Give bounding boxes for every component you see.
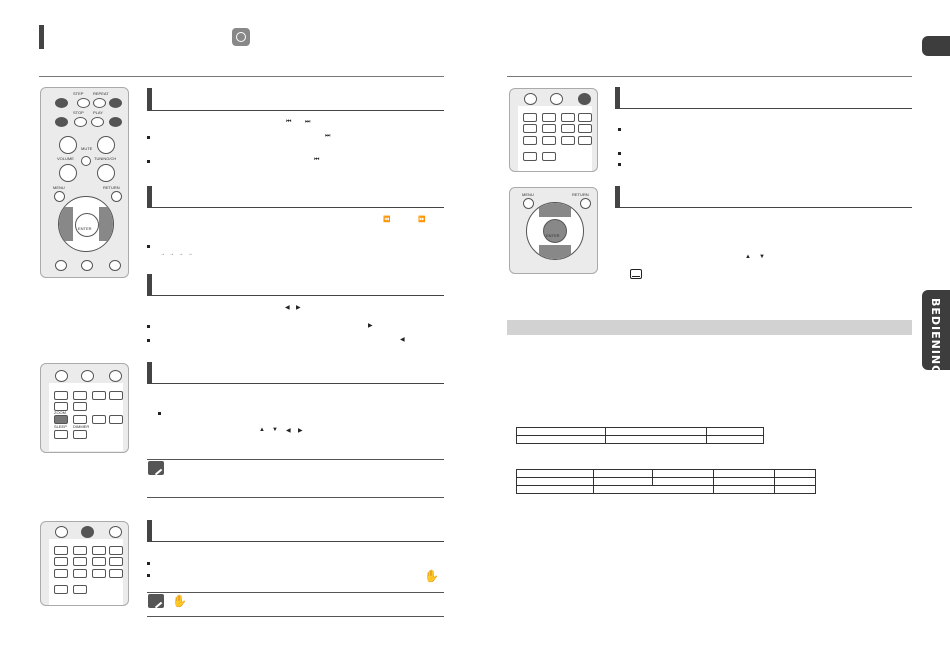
section-bar-4 xyxy=(147,362,152,384)
menu-button[interactable] xyxy=(523,198,534,209)
sound-edit-button[interactable] xyxy=(109,260,121,271)
bullet xyxy=(147,339,150,342)
remote-key[interactable] xyxy=(73,557,87,566)
dimmer-button[interactable] xyxy=(542,152,556,161)
section-header-bar xyxy=(507,320,912,335)
remote-volume-label: VOLUME xyxy=(57,156,74,161)
dpad-down[interactable] xyxy=(539,245,571,259)
remote-menu-label: MENU xyxy=(522,192,534,197)
table-row xyxy=(517,478,816,486)
info-button[interactable] xyxy=(524,93,537,105)
section-rule-2 xyxy=(147,207,444,208)
header-rule-left xyxy=(39,76,444,77)
tuning-down-button[interactable] xyxy=(97,164,115,182)
section-rule-3 xyxy=(147,295,444,296)
audio-button[interactable] xyxy=(550,93,563,105)
section-bar-r2 xyxy=(615,186,620,208)
audio-button[interactable] xyxy=(81,526,94,538)
remote-key[interactable] xyxy=(73,569,87,578)
dimmer-button[interactable] xyxy=(73,430,87,439)
remote-key[interactable] xyxy=(92,391,106,400)
bullet xyxy=(158,412,161,415)
section-bar-5 xyxy=(147,520,152,542)
remote-mute-label: MUTE xyxy=(81,146,93,151)
remote-key[interactable] xyxy=(561,113,575,122)
audio-button[interactable] xyxy=(81,370,94,382)
remote-key[interactable] xyxy=(54,546,68,555)
section-bar-3 xyxy=(147,274,152,296)
table-row xyxy=(517,486,816,494)
side-tab-label: BEDIENING xyxy=(929,298,942,376)
remote-enter-label: ENTER xyxy=(78,226,92,231)
play-button[interactable] xyxy=(91,117,104,127)
skip-forward-icon: ⏭ xyxy=(325,133,331,139)
remote-repeat-label: REPEAT xyxy=(93,91,109,96)
left-arrow-icon: ◀ xyxy=(286,428,291,434)
bullet xyxy=(618,152,621,155)
remote-key[interactable] xyxy=(523,136,537,145)
right-arrow-icon: ▶ xyxy=(298,428,303,434)
table-1 xyxy=(516,427,764,444)
dpad[interactable] xyxy=(58,196,114,252)
bullet xyxy=(147,574,150,577)
table-2 xyxy=(516,469,816,494)
remote-control-main xyxy=(40,87,129,278)
section-bar-2 xyxy=(147,186,152,208)
speed-sequence: → → → → xyxy=(160,251,193,257)
rewind-icon: ⏪ xyxy=(383,217,391,223)
dimmer-button[interactable] xyxy=(73,585,87,594)
left-arrow-icon: ◀ xyxy=(285,305,290,311)
audio-button[interactable] xyxy=(81,260,93,271)
remote-key[interactable] xyxy=(54,391,68,400)
header-icon xyxy=(232,28,250,46)
bullet xyxy=(147,325,150,328)
sleep-button[interactable] xyxy=(54,430,68,439)
section-rule-4 xyxy=(147,383,444,384)
hand-icon: ✋ xyxy=(424,569,439,583)
dpad-up[interactable] xyxy=(539,203,571,217)
bullet xyxy=(147,245,150,248)
skip-back-icon: ⏮ xyxy=(286,119,292,125)
header-bar xyxy=(39,25,44,49)
remote-key[interactable] xyxy=(92,546,106,555)
fast-forward-button[interactable] xyxy=(109,117,122,127)
remote-key[interactable] xyxy=(542,113,556,122)
section-bar-1 xyxy=(147,88,152,110)
fast-forward-icon: ⏩ xyxy=(418,217,426,223)
remote-key[interactable] xyxy=(109,569,123,578)
remote-menu-label: MENU xyxy=(53,185,65,190)
note-rule-top xyxy=(147,459,444,460)
skip-forward-button[interactable] xyxy=(109,98,122,108)
left-arrow-icon: ◀ xyxy=(400,337,405,343)
section-rule-5 xyxy=(147,541,444,542)
section-rule-r1 xyxy=(615,108,912,109)
remote-step-label: STEP xyxy=(73,91,84,96)
up-arrow-icon: ▲ xyxy=(745,254,751,260)
header-rule-right xyxy=(507,76,912,77)
table-row xyxy=(517,436,764,444)
info-button[interactable] xyxy=(55,526,68,538)
bullet xyxy=(618,163,621,166)
sleep-button[interactable] xyxy=(54,585,68,594)
remote-dimmer-label: DIMMER xyxy=(73,424,90,429)
side-tab xyxy=(922,290,950,376)
subtitle-icon xyxy=(630,269,642,279)
remote-key[interactable] xyxy=(542,124,556,133)
stop-button[interactable] xyxy=(74,117,87,127)
rewind-button[interactable] xyxy=(55,117,68,127)
hand-icon: ✋ xyxy=(172,594,187,608)
sound-edit-button[interactable] xyxy=(109,370,122,382)
return-button[interactable] xyxy=(111,191,122,202)
enter-button[interactable] xyxy=(75,213,99,237)
dpad-left[interactable] xyxy=(59,207,73,241)
remote-key[interactable] xyxy=(54,569,68,578)
volume-down-button[interactable] xyxy=(59,164,77,182)
down-arrow-icon: ▼ xyxy=(272,427,278,433)
note-rule-bottom xyxy=(147,497,444,498)
note-rule-top-2 xyxy=(147,592,444,593)
bullet xyxy=(147,562,150,565)
remote-key[interactable] xyxy=(523,124,537,133)
remote-key[interactable] xyxy=(561,124,575,133)
remote-key[interactable] xyxy=(73,402,87,411)
remote-control-audio xyxy=(40,521,129,606)
info-button[interactable] xyxy=(55,260,67,271)
right-arrow-icon: ▶ xyxy=(368,323,373,329)
remote-enter-label: ENTER xyxy=(546,233,560,238)
remote-key[interactable] xyxy=(523,113,537,122)
section-rule-1 xyxy=(147,110,444,111)
enter-button[interactable] xyxy=(543,219,567,243)
table-row xyxy=(517,470,816,478)
section-rule-r2 xyxy=(615,207,912,208)
remote-key[interactable] xyxy=(542,136,556,145)
table-row xyxy=(517,428,764,436)
sound-edit-button[interactable] xyxy=(109,526,122,538)
bullet xyxy=(147,160,150,163)
remote-key[interactable] xyxy=(92,415,106,424)
remote-key[interactable] xyxy=(92,557,106,566)
tuning-up-button[interactable] xyxy=(97,136,115,154)
remote-key[interactable] xyxy=(73,415,87,424)
remote-key[interactable] xyxy=(73,391,87,400)
info-button[interactable] xyxy=(55,370,68,382)
remote-tuning-label: TUNING/CH xyxy=(94,156,117,161)
sound-edit-button[interactable] xyxy=(578,93,591,105)
remote-control-zoom xyxy=(40,363,129,453)
sleep-button[interactable] xyxy=(523,152,537,161)
step-button[interactable] xyxy=(77,98,90,108)
remote-control-sound-edit xyxy=(509,88,598,172)
remote-key[interactable] xyxy=(54,557,68,566)
skip-back-icon: ⏮ xyxy=(314,157,320,163)
remote-key[interactable] xyxy=(109,546,123,555)
remote-stop-label: STOP xyxy=(73,110,84,115)
remote-return-label: RETURN xyxy=(103,185,120,190)
remote-key[interactable] xyxy=(73,546,87,555)
section-bar-r1 xyxy=(615,87,620,109)
down-arrow-icon: ▼ xyxy=(759,254,765,260)
note-icon xyxy=(148,461,164,475)
note-rule-bottom-2 xyxy=(147,616,444,617)
skip-back-button[interactable] xyxy=(55,98,68,108)
remote-key[interactable] xyxy=(109,391,123,400)
right-arrow-icon: ▶ xyxy=(296,305,301,311)
remote-return-label: RETURN xyxy=(572,192,589,197)
up-arrow-icon: ▲ xyxy=(259,427,265,433)
remote-zoom-label: ZOOM xyxy=(54,410,66,415)
remote-key[interactable] xyxy=(578,124,592,133)
mute-button[interactable] xyxy=(81,156,91,166)
dpad-right[interactable] xyxy=(99,207,113,241)
return-button[interactable] xyxy=(580,198,591,209)
bullet xyxy=(147,136,150,139)
remote-play-label: PLAY xyxy=(93,110,103,115)
volume-up-button[interactable] xyxy=(59,136,77,154)
remote-control-dpad xyxy=(509,187,598,274)
repeat-button[interactable] xyxy=(93,98,106,108)
remote-key[interactable] xyxy=(92,569,106,578)
bullet xyxy=(618,128,621,131)
remote-sleep-label: SLEEP xyxy=(54,424,67,429)
page-tab xyxy=(922,36,950,56)
dpad[interactable] xyxy=(526,202,584,260)
note-icon xyxy=(148,594,164,608)
menu-button[interactable] xyxy=(54,191,65,202)
remote-key[interactable] xyxy=(578,113,592,122)
skip-forward-icon: ⏭ xyxy=(305,119,311,125)
zoom-button[interactable] xyxy=(54,415,68,424)
remote-key[interactable] xyxy=(109,557,123,566)
remote-key[interactable] xyxy=(561,136,575,145)
remote-key[interactable] xyxy=(109,415,123,424)
remote-key[interactable] xyxy=(578,136,592,145)
